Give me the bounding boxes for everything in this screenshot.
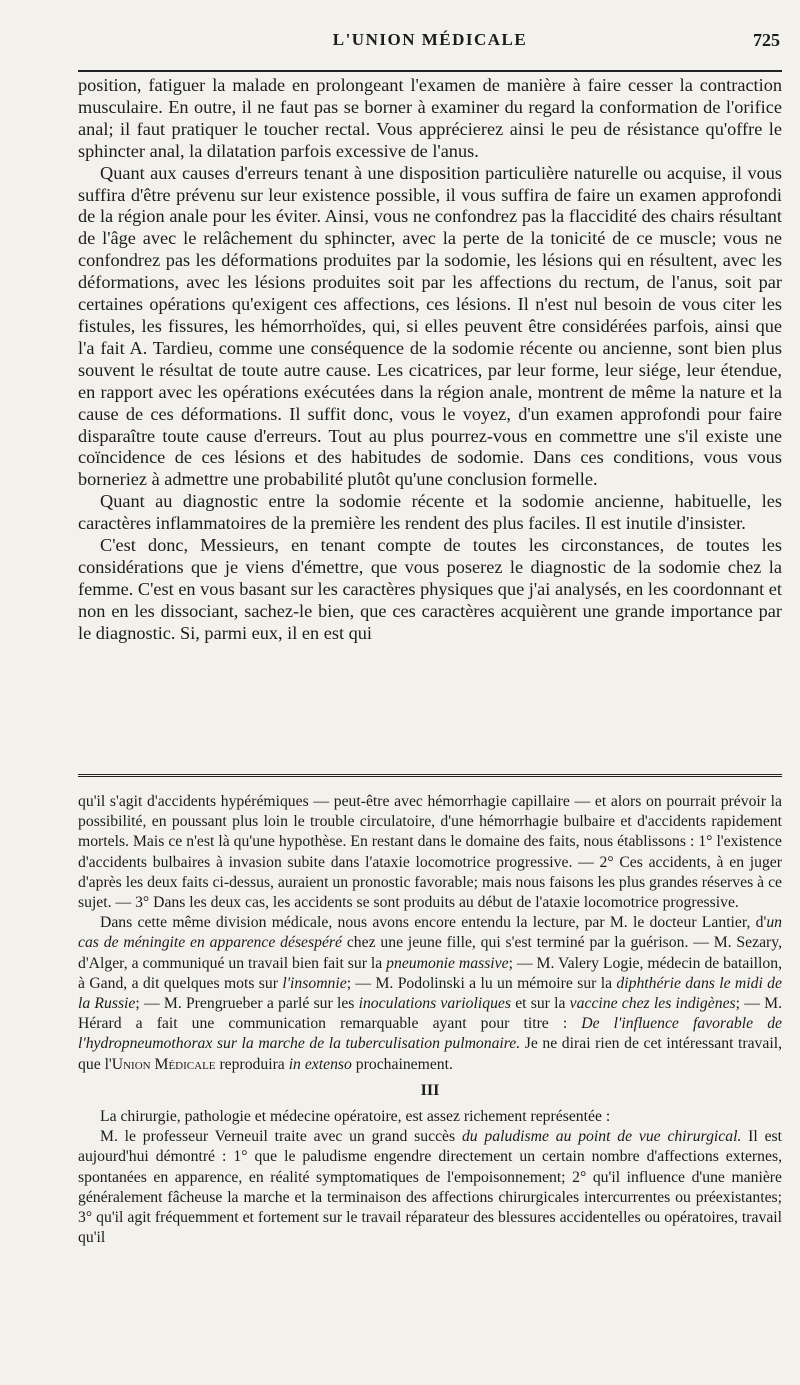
body-paragraph: position, fatiguer la malade en prolongeant l'examen de manière à faire cesser la contraction musculaire. En outre, il ne faut pas se borner à examiner du regard la conformation de l'orifice anal; il faut pratiquer le toucher rectal. Vous apprécierez ainsi le peu de résistance qu'offre le sphincter anal, la dilatation parfois excessive de l'anus. bbox=[78, 75, 782, 161]
header-rule bbox=[78, 70, 782, 72]
page-number: 725 bbox=[753, 30, 780, 50]
note-paragraph: La chirurgie, pathologie et médecine opératoire, est assez richement représentée : bbox=[100, 1108, 611, 1126]
note-paragraph: qu'il s'agit d'accidents hypérémiques — peut-être avec hémorrhagie capillaire — et alors on pourrait prévoir la possibilité, en poussant plus loin le trouble circulatoire, d'une hémorrhagie bulbaire et d'accidents rapidement mortels. Mais ce n'est là qu'une hypothèse. En restant dans le domaine des faits, nous établissons : 1° l'existence d'accidents bulbaires à invasion subite dans l'ataxie locomotrice progressive. — 2° Ces accidents, à en juger d'après les deux faits ci-dessus, auraient un pronostic favorable; mais nous faisons les plus grandes réserves à ce sujet. — 3° Dans les deux cas, les accidents se sont produits au début de l'ataxie locomotrice progressive. bbox=[78, 793, 782, 912]
notes-column bbox=[78, 792, 782, 1248]
note-paragraph: M. le professeur Verneuil traite avec un grand succès du paludisme au point de vue chirurgical. Il est aujourd'hui démontré : 1° que le paludisme engendre directement un certain nombre d'affections externes, spontanées en apparence, en réalité symptomatiques de l'empoisonnement; 2° qu'il influence d'une manière généralement fâcheuse la marche et la terminaison des affections chirurgicales intercurrentes ou préexistantes; 3° qu'il agit fréquemment et fortement sur le travail réparateur des blessures accidentelles ou opératoires, travail qu'il bbox=[78, 1128, 782, 1247]
notes-separator bbox=[78, 774, 782, 777]
main-text bbox=[78, 75, 782, 645]
note-paragraph: Dans cette même division médicale, nous avons encore entendu la lecture, par M. le docteur Lantier, d'un cas de méningite en apparence désespéré chez une jeune fille, qui s'est terminé par la guérison. — M. Sezary, d'Alger, a communiqué un travail bien fait sur la pneumonie massive; — M. Valery Logie, médecin de bataillon, à Gand, a dit quelques mots sur l'insomnie; — M. Podolinski a lu un mémoire sur la diphthérie dans le midi de la Russie; — M. Prengrueber a parlé sur les inoculations varioliques et sur la vaccine chez les indigènes; — M. Hérard a fait une communication remarquable ayant pour titre : De l'influence favorable de l'hydropneumothorax sur la marche de la tuberculisation pulmonaire. Je ne dirai rien de cet intéressant travail, que l'Union Médicale reproduira in extenso prochainement. bbox=[78, 914, 783, 1073]
body-paragraph: C'est donc, Messieurs, en tenant compte de toutes les circonstances, de toutes les considérations que je viens d'émettre, que vous poserez le diagnostic de la sodomie chez la femme. C'est en vous basant sur les caractères physiques que j'ai analysés, en les coordonnant et non en les dissociant, sachez-le bien, que ces caractères acquièrent une grande importance par le diagnostic. Si, parmi eux, il en est qui bbox=[78, 535, 782, 643]
body-paragraph: Quant au diagnostic entre la sodomie récente et la sodomie ancienne, habituelle, les caractères inflammatoires de la première les rendent des plus faciles. Il est inutile d'insister. bbox=[78, 491, 782, 534]
journal-title: L'UNION MÉDICALE bbox=[332, 30, 528, 49]
running-head bbox=[78, 30, 782, 60]
section-heading: III bbox=[420, 1081, 440, 1099]
body-paragraph: Quant aux causes d'erreurs tenant à une disposition particulière naturelle ou acquise, il vous suffira d'être prévenu sur leur existence possible, il vous suffira de faire un examen approfondi de la région anale pour les éviter. Ainsi, vous ne confondrez pas la flaccidité des chairs résultant de l'âge avec le relâchement du sphincter, avec la perte de la tonicité de ce muscle; vous ne confondrez pas les déformations produites par la sodomie, les lésions qui en résultent, avec les déformations, avec les lésions produites soit par les affections du rectum, de l'anus, soit par certaines opérations qu'exigent ces affections, ces lésions. Il n'est nul besoin de vous citer les fistules, les fissures, les hémorrhoïdes, qui, si elles peuvent être considérées parfois, ainsi que l'a fait A. Tardieu, comme une conséquence de la sodomie récente ou ancienne, sont bien plus souvent le résultat de toute autre cause. Les cicatrices, par leur forme, leur siége, leur étendue, en rapport avec les opérations exécutées dans la région anale, montrent de même la nature et la cause de ces déformations. Il suffit donc, vous le voyez, d'un examen approfondi pour faire disparaître toute cause d'erreurs. Tout au plus pourrez-vous en commettre une s'il existe une coïncidence de ces lésions et des habitudes de sodomie. Dans ces conditions, vous vous borneriez à admettre une probabilité plutôt qu'une conclusion formelle. bbox=[78, 162, 782, 490]
